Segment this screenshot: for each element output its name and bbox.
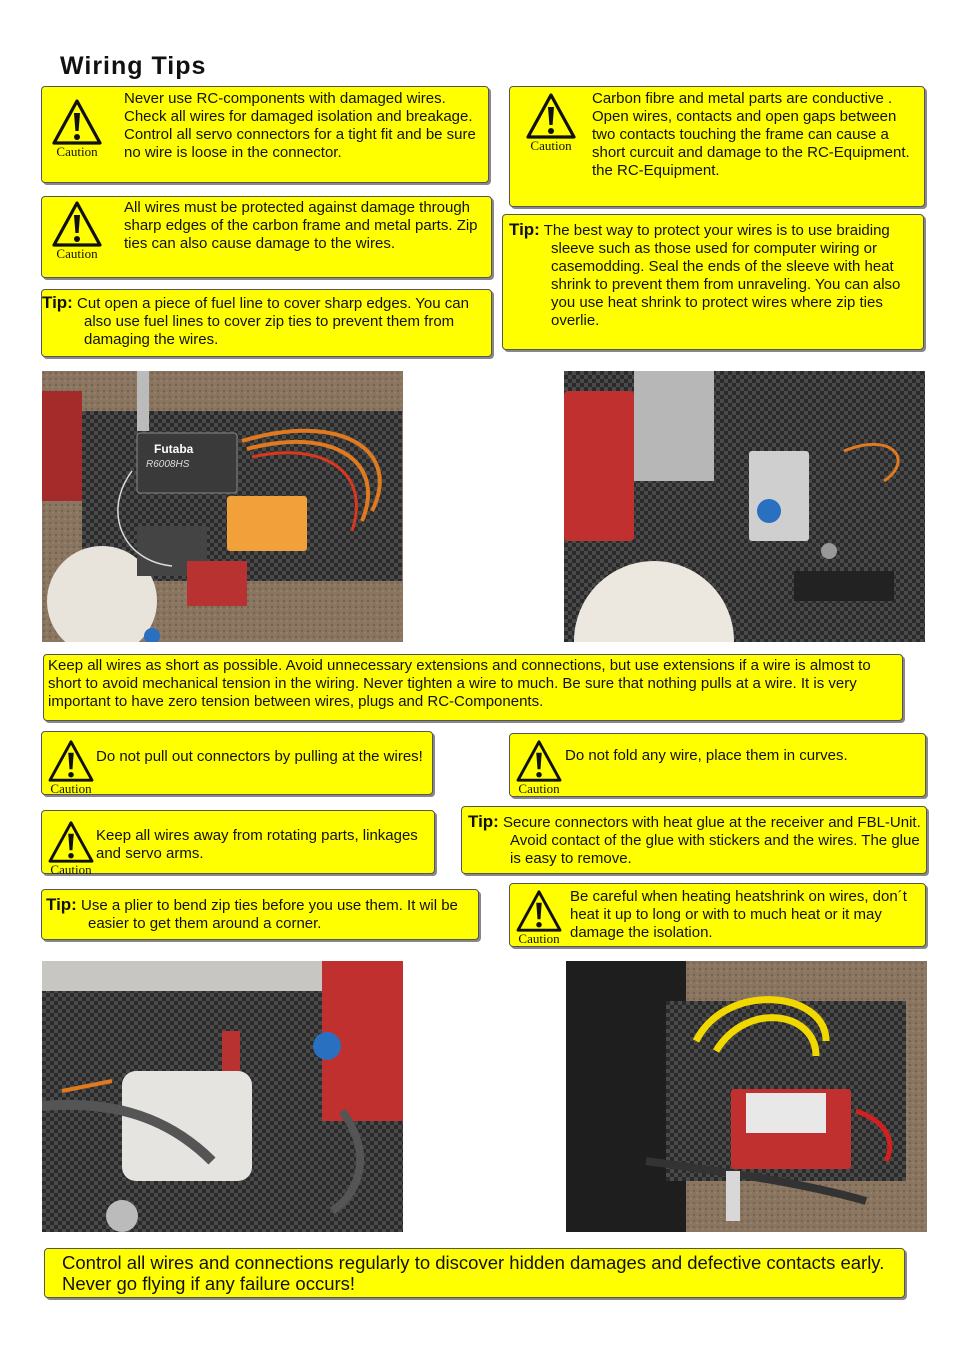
caution-text: Do not fold any wire, place them in curves. (565, 747, 848, 764)
caution-text: All wires must be protected against damage through sharp edges of the carbon frame and metal parts. Zip ties can also cause damage to the wires. (124, 199, 478, 252)
caution-label: Caution (56, 144, 98, 159)
tip-text (46, 895, 478, 933)
caution-box-fold-wires (509, 733, 926, 797)
tip-body: The best way to protect your wires is to use braiding sleeve such as those used for computer wiring or casemodding. Seal the ends of the sleeve with heat shrink to prevent them from unraveling. You can also you use heat shrink to protect wires where zip ties overlie. (543, 222, 901, 329)
caution-badge (42, 201, 112, 262)
warning-icon (516, 740, 562, 782)
caution-box-heatshrink (509, 883, 926, 947)
caution-box-conductive-parts (509, 86, 925, 207)
caution-box-pulling-connectors (41, 731, 433, 795)
caution-label: Caution (530, 138, 572, 153)
caution-label: Caution (518, 931, 560, 946)
warning-icon (526, 93, 576, 139)
tip-text (42, 293, 488, 349)
tip-label: Tip: (468, 812, 499, 831)
warning-icon (52, 201, 102, 247)
caution-badge (504, 890, 574, 947)
tip-text (509, 220, 917, 330)
caution-label: Caution (518, 781, 560, 796)
caution-box-damaged-components (41, 86, 489, 183)
photo-servo-mount (564, 371, 925, 642)
receiver-brand-label: Futaba (154, 442, 194, 456)
caution-box-rotating-parts (41, 810, 435, 877)
caution-badge (516, 93, 586, 154)
caution-text: Keep all wires away from rotating parts, linkages and servo arms. (96, 827, 418, 862)
photo-esc-wiring (566, 961, 927, 1232)
caution-box-sharp-edges (41, 196, 492, 278)
tip-label: Tip: (46, 895, 77, 914)
note-text: Keep all wires as short as possible. Avoid unnecessary extensions and connections, but use extensions if a wire is almost to short to avoid mechanical tension in the wiring. Never tighten a wire to much. Be sure that nothing pulls at a wire. It is very important to have zero tension between wires, plugs and RC-Components. (48, 657, 871, 710)
caution-badge (504, 740, 574, 797)
photo-receiver-wiring (42, 371, 403, 642)
caution-text: Be careful when heating heatshrink on wires, don´t heat it up to long or with to much heat or it may damage the isolation. (570, 888, 907, 941)
tip-label: Tip: (509, 220, 540, 239)
warning-icon (48, 821, 94, 863)
note-box-regular-checks (44, 1248, 905, 1298)
tip-box-braiding-sleeve (502, 214, 924, 350)
caution-badge (42, 99, 112, 160)
tip-body: Use a plier to bend zip ties before you use them. It wil be easier to get them around a corner. (81, 897, 458, 932)
warning-icon (52, 99, 102, 145)
note-box-short-wires (43, 654, 903, 721)
caution-label: Caution (56, 246, 98, 261)
caution-label: Caution (50, 781, 92, 796)
tip-text (468, 812, 922, 868)
tip-body: Secure connectors with heat glue at the receiver and FBL-Unit. Avoid contact of the glue with stickers and the wires. The glue is easy to remove. (503, 814, 921, 867)
tip-box-fuel-line (41, 289, 492, 357)
page-title: Wiring Tips (60, 52, 207, 80)
caution-text: Do not pull out connectors by pulling at the wires! (96, 748, 423, 765)
receiver-model-label: R6008HS (146, 459, 190, 470)
caution-label: Caution (50, 862, 92, 877)
tip-label: Tip: (42, 293, 73, 312)
warning-icon (48, 740, 94, 782)
tip-body: Cut open a piece of fuel line to cover sharp edges. You can also use fuel lines to cover zip ties to prevent them from damaging the wires. (77, 295, 469, 348)
tip-box-heat-glue (461, 806, 927, 874)
tip-box-plier-zip-ties (41, 889, 479, 940)
note-text: Control all wires and connections regularly to discover hidden damages and defective contacts early. Never go flying if any failure occurs! (62, 1252, 885, 1294)
warning-icon (516, 890, 562, 932)
caution-text: Never use RC-components with damaged wires. Check all wires for damaged isolation and breakage. Control all servo connectors for a tight fit and be sure no wire is loose in the connector. (124, 90, 476, 161)
photo-braided-sleeve (42, 961, 403, 1232)
caution-text: Carbon fibre and metal parts are conductive . Open wires, contacts and open gaps between two contacts touching the frame can cause a short curcuit and damage to the RC-Equipment. the RC-Equipment. (592, 90, 910, 179)
